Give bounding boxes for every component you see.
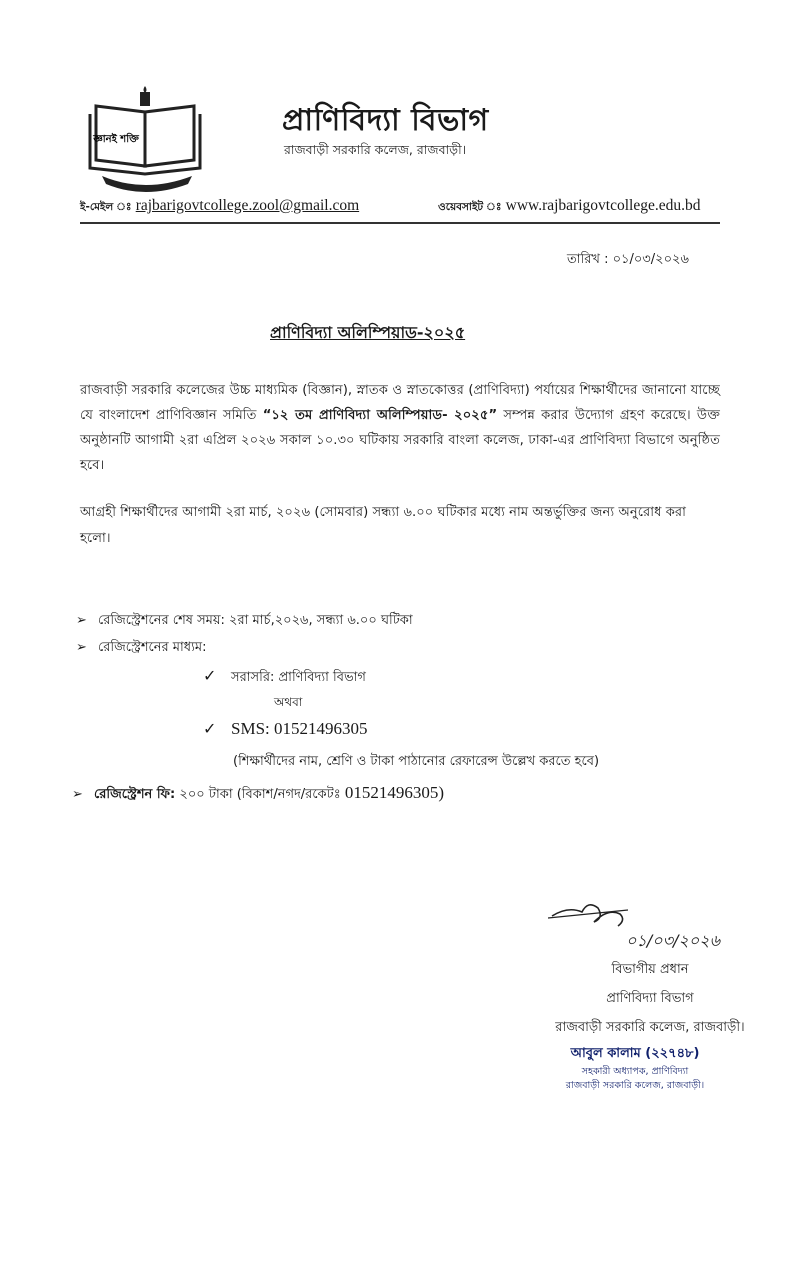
deadline-text: রেজিস্ট্রেশনের শেষ সময়: ২রা মার্চ,২০২৬, সন্ধ্যা ৬.০০ ঘটিকা xyxy=(98,613,413,628)
email-label: ই-মেইল ঃ xyxy=(80,201,132,213)
body-text-details: সম্পন্ন করার উদ্যোগ গ্রহণ করেছে। উক্ত অনুষ্ঠানটি আগামী ২রা এপ্রিল ২০২৬ সকাল ১০.৩০ ঘটিকায় সরকারি বাংলা কলেজ, ঢাকা-এর প্রাণিবিদ্যা বিভাগে অনুষ্ঠিত হবে। xyxy=(80,408,720,473)
sms-note: (শিক্ষার্থীদের নাম, শ্রেণি ও টাকা পাঠানোর রেফারেন্স উল্লেখ করতে হবে) xyxy=(233,754,600,769)
stamp-designation: সহকারী অধ্যাপক, প্রাণিবিদ্যা xyxy=(581,1066,689,1077)
notice-title: প্রাণিবিদ্যা অলিম্পিয়াড-২০২৫ xyxy=(270,323,466,342)
email-link[interactable]: rajbarigovtcollege.zool@gmail.com xyxy=(135,197,360,214)
fee-amount: ২০০ টাকা (বিকাশ/নগদ/রকেটঃ xyxy=(179,787,341,802)
signatory-title: বিভাগীয় প্রধান xyxy=(611,962,689,977)
signature-block xyxy=(540,955,760,1042)
medium-label: রেজিস্ট্রেশনের মাধ্যম: xyxy=(98,640,207,655)
medium-direct-text: সরাসরি: প্রাণিবিদ্যা বিভাগ xyxy=(231,670,366,685)
checkmark-icon: ✓ xyxy=(203,719,217,738)
department-title: প্রাণিবিদ্যা বিভাগ xyxy=(282,103,489,138)
checkmark-icon: ✓ xyxy=(203,666,217,685)
website-label: ওয়েবসাইট ঃ xyxy=(438,201,502,213)
handwritten-signature xyxy=(548,898,758,958)
college-logo xyxy=(88,84,206,192)
deadline-bullet xyxy=(76,611,413,632)
arrow-bullet-icon: ➢ xyxy=(76,640,87,655)
body-text-intro: রাজবাড়ী সরকারি কলেজের উচ্চ মাধ্যমিক (বিজ্ঞান), স্নাতক ও স্নাতকোত্তর (প্রাণিবিদ্যা) পর্যায়ের শিক্ষার্থীদের জানানো যাচ্ছে যে বাংলাদেশ প্রাণিবিজ্ঞান সমিতি xyxy=(80,383,720,423)
body-paragraph-2: আগ্রহী শিক্ষার্থীদের আগামী ২রা মার্চ, ২০২৬ (সোমবার) সন্ধ্যা ৬.০০ ঘটিকার মধ্যে নাম অন্তর্ভুক্তির জন্য অনুরোধ করা হলো। xyxy=(80,505,687,546)
signatory-dept: প্রাণিবিদ্যা বিভাগ xyxy=(606,991,694,1006)
body-paragraph-1 xyxy=(80,378,720,478)
signatory-college: রাজবাড়ী সরকারি কলেজ, রাজবাড়ী। xyxy=(555,1020,745,1035)
medium-bullet xyxy=(76,638,206,659)
signature-date: ০১/০৩/২০২৬ xyxy=(626,931,720,950)
official-stamp xyxy=(530,1044,740,1093)
stamp-college: রাজবাড়ী সরকারি কলেজ, রাজবাড়ী। xyxy=(565,1080,705,1091)
logo-motto-left: জ্ঞানই শক্তি xyxy=(93,134,139,145)
email-row xyxy=(80,197,359,217)
stamp-name: আবুল কালাম (২২৭৪৮) xyxy=(570,1046,700,1061)
fee-number: 01521496305) xyxy=(344,783,444,802)
notice-date: তারিখ : ০১/০৩/২০২৬ xyxy=(567,252,689,267)
website-row xyxy=(438,197,700,217)
website-link[interactable]: www.rajbarigovtcollege.edu.bd xyxy=(505,197,701,214)
fee-bullet xyxy=(72,783,444,806)
medium-direct xyxy=(203,666,366,689)
arrow-bullet-icon: ➢ xyxy=(72,787,83,802)
medium-or: অথবা xyxy=(274,695,303,709)
fee-label: রেজিস্ট্রেশন ফি: xyxy=(94,787,176,802)
sms-number: SMS: 01521496305 xyxy=(231,719,368,738)
olympiad-name: “১২ তম প্রাণিবিদ্যা অলিম্পিয়াড- ২০২৫” xyxy=(262,408,498,423)
header-divider xyxy=(80,222,720,224)
arrow-bullet-icon: ➢ xyxy=(76,613,87,628)
medium-sms xyxy=(203,719,368,739)
college-subtitle: রাজবাড়ী সরকারি কলেজ, রাজবাড়ী। xyxy=(284,142,467,157)
